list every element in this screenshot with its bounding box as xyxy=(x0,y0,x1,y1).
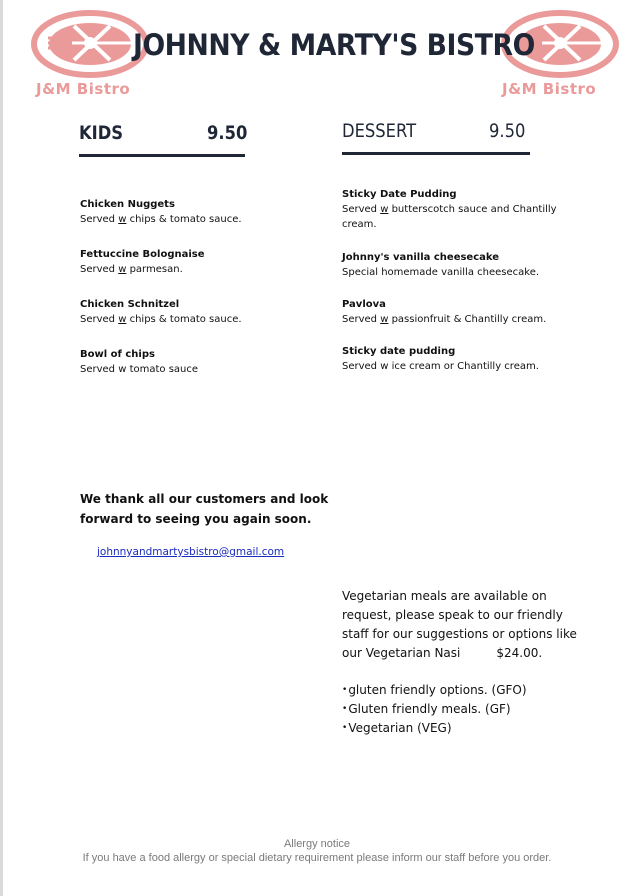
kids-underline xyxy=(79,154,245,157)
list-item xyxy=(342,187,564,232)
kids-heading: KIDS xyxy=(79,122,124,144)
bullet-icon: • xyxy=(342,704,348,714)
dessert-heading: DESSERT xyxy=(342,120,417,142)
item-name: Bowl of chips xyxy=(80,349,155,360)
list-item xyxy=(342,344,582,374)
item-name: Fettuccine Bolognaise xyxy=(80,249,205,260)
page-title: JOHNNY & MARTY'S BISTRO xyxy=(133,28,535,62)
item-name: Sticky date pudding xyxy=(342,346,456,357)
bullet-icon: • xyxy=(342,723,348,733)
bullet-icon: • xyxy=(342,685,348,695)
dessert-price: 9.50 xyxy=(489,120,526,142)
legend-item: •gluten friendly options. (GFO) xyxy=(342,683,527,697)
item-desc: Served w butterscotch sauce and Chantilly cream. xyxy=(342,204,557,230)
list-item xyxy=(80,297,310,327)
item-name: Pavlova xyxy=(342,299,386,310)
item-desc: Served w tomato sauce xyxy=(80,364,199,375)
list-item xyxy=(80,347,310,377)
item-desc: Served w ice cream or Chantilly cream. xyxy=(342,361,539,372)
item-desc: Served w passionfruit & Chantilly cream. xyxy=(342,314,547,325)
item-desc: Served w parmesan. xyxy=(80,264,183,275)
list-item xyxy=(80,197,310,227)
item-name: Chicken Nuggets xyxy=(80,199,175,210)
dietary-legend xyxy=(342,681,527,738)
vegetarian-note xyxy=(342,587,592,663)
list-item xyxy=(80,247,310,277)
allergy-title: Allergy notice xyxy=(283,838,351,850)
list-item xyxy=(342,297,582,327)
item-name: Johnny's vanilla cheesecake xyxy=(342,252,500,263)
fork-knife-icon xyxy=(30,8,150,80)
item-desc: Served w chips & tomato sauce. xyxy=(80,214,242,225)
allergy-text: If you have a food allergy or special dietary requirement please inform our staff before you order. xyxy=(82,852,552,864)
logo-text: J&M Bistro xyxy=(36,80,131,98)
dessert-underline xyxy=(342,152,530,155)
legend-item: •Vegetarian (VEG) xyxy=(342,721,452,735)
item-desc: Special homemade vanilla cheesecake. xyxy=(342,267,540,278)
thanks-message: We thank all our customers and look forward to seeing you again soon. xyxy=(80,492,329,526)
kids-price: 9.50 xyxy=(207,122,248,144)
email-link[interactable]: johnnyandmartysbistro@gmail.com xyxy=(97,546,285,558)
item-name: Chicken Schnitzel xyxy=(80,299,180,310)
item-desc: Served w chips & tomato sauce. xyxy=(80,314,242,325)
vegetarian-price: $24.00. xyxy=(496,646,543,660)
legend-item: •Gluten friendly meals. (GF) xyxy=(342,702,511,716)
list-item xyxy=(342,250,582,280)
item-name: Sticky Date Pudding xyxy=(342,189,457,200)
page-edge xyxy=(0,0,3,896)
logo-left xyxy=(30,8,150,98)
logo-text: J&M Bistro xyxy=(502,80,597,98)
vegetarian-text: Vegetarian meals are available on request, please speak to our friendly staff for our suggestions or options like our Vegetarian Nasi xyxy=(342,589,577,660)
